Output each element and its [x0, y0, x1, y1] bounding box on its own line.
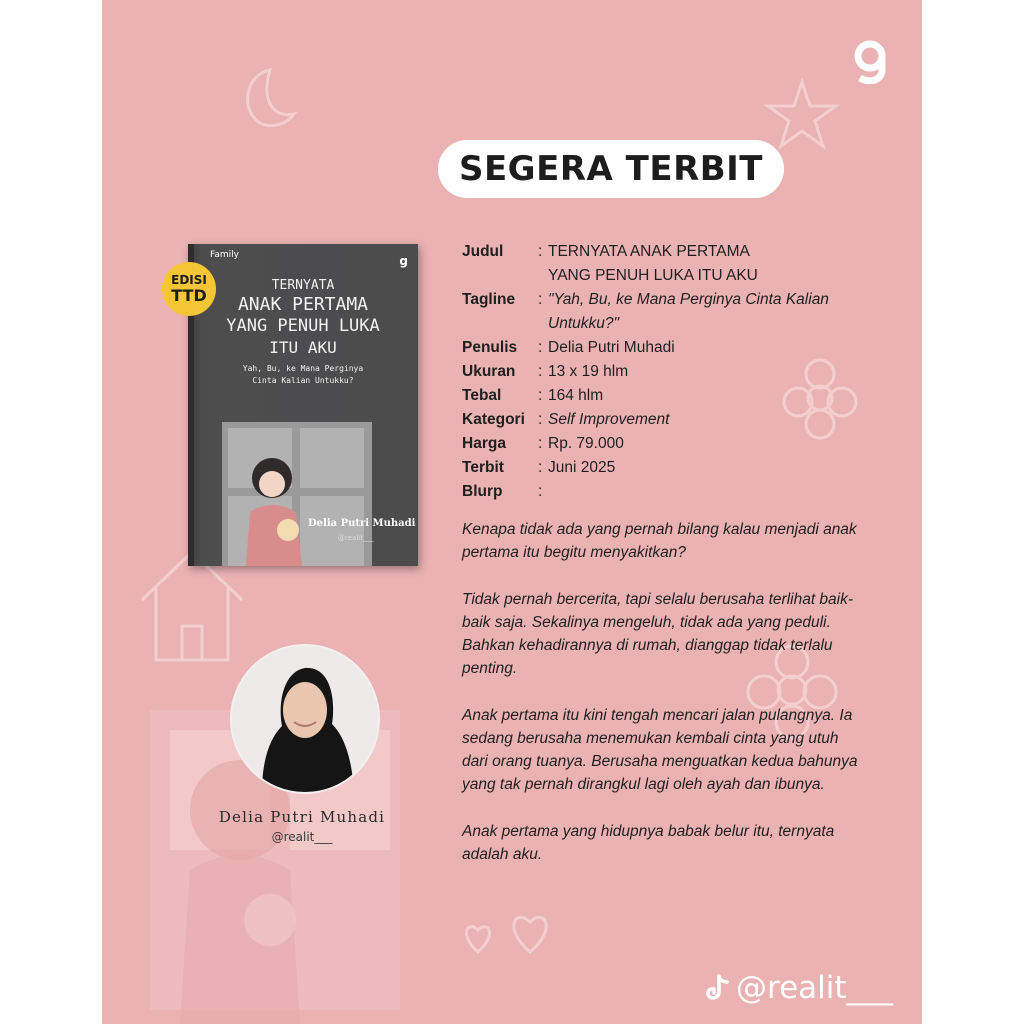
author-handle: @realit___ [271, 830, 333, 844]
detail-key: Terbit [462, 459, 504, 476]
cover-subtitle-line1: Yah, Bu, ke Mana Perginya [242, 364, 364, 373]
publisher-logo-icon [852, 40, 888, 84]
detail-row-tagline [462, 288, 882, 336]
detail-value: "Yah, Bu, ke Mana Perginya Cinta Kalian Untukku?" [548, 291, 829, 332]
detail-value: Delia Putri Muhadi [548, 339, 675, 356]
detail-sep: : [538, 411, 543, 428]
detail-sep: : [538, 339, 543, 356]
cover-handle: @realit___ [338, 534, 374, 542]
book-cover [188, 244, 418, 566]
star-doodle-icon [762, 76, 842, 156]
detail-sep: : [538, 435, 543, 452]
detail-sep: : [538, 387, 543, 404]
promo-poster [102, 0, 922, 1024]
detail-sep: : [538, 243, 543, 260]
detail-sep: : [538, 459, 543, 476]
imprint-label: Family [210, 250, 239, 260]
detail-row-ukuran [462, 360, 882, 384]
detail-row-terbit [462, 456, 882, 480]
cover-title-line2: ANAK PERTAMA [237, 294, 369, 315]
detail-row-kategori [462, 408, 882, 432]
cover-window-illustration [222, 422, 372, 566]
detail-value [548, 480, 882, 504]
detail-row-tebal [462, 384, 882, 408]
detail-key: Blurp [462, 483, 503, 500]
moon-doodle-icon [230, 64, 300, 134]
cover-author: Delia Putri Muhadi [308, 518, 416, 529]
detail-row-harga [462, 432, 882, 456]
detail-row-judul [462, 240, 882, 288]
detail-key: Tagline [462, 291, 516, 308]
publisher-g-icon: g [399, 254, 408, 268]
cover-subtitle-line2: Cinta Kalian Untukku? [252, 376, 354, 385]
blurb-paragraph: Anak pertama itu kini tengah mencari jalan pulangnya. Ia sedang berusaha menemukan kembali cinta yang utuh dari orang tuanya. Berusaha menguatkan kedua bahunya yang tak pernah dirangkul lagi oleh ayah dan ibunya. [462, 706, 858, 794]
detail-row-blurp [462, 480, 882, 504]
coming-soon-label: SEGERA TERBIT [458, 149, 764, 189]
cover-title-line3: YANG PENUH LUKA [226, 316, 380, 336]
book-blurb [462, 518, 862, 889]
detail-key: Penulis [462, 339, 518, 356]
detail-value: TERNYATA ANAK PERTAMA YANG PENUH LUKA ITU AKU [548, 243, 758, 284]
tiktok-handle [702, 970, 893, 1006]
detail-value: Juni 2025 [548, 459, 616, 476]
blurb-paragraph: Kenapa tidak ada yang pernah bilang kalau menjadi anak pertama itu begitu menyakitkan? [462, 521, 857, 562]
detail-key: Tebal [462, 387, 502, 404]
cover-title-line4: ITU AKU [269, 338, 337, 357]
detail-sep: : [538, 291, 543, 308]
detail-value: 13 x 19 hlm [548, 363, 629, 380]
blurb-paragraph: Anak pertama yang hidupnya babak belur itu, ternyata adalah aku. [462, 822, 835, 863]
detail-value: 164 hlm [548, 387, 604, 404]
hearts-doodle-icon [458, 900, 568, 970]
detail-key: Harga [462, 435, 506, 452]
edition-badge-line1: EDISI [171, 273, 207, 287]
edition-badge [162, 262, 216, 316]
author-name: Delia Putri Muhadi [218, 808, 386, 826]
tiktok-icon [702, 973, 732, 1003]
edition-badge-line2: TTD [171, 286, 207, 305]
detail-key: Kategori [462, 411, 525, 428]
detail-key: Judul [462, 243, 504, 260]
detail-value: Rp. 79.000 [548, 435, 624, 452]
tiktok-handle-text: @realit___ [736, 970, 894, 1006]
detail-row-penulis [462, 336, 882, 360]
author-avatar [230, 644, 380, 794]
book-details [462, 240, 882, 504]
detail-key: Ukuran [462, 363, 516, 380]
cover-title-line1: TERNYATA [271, 278, 335, 293]
detail-sep: : [538, 363, 543, 380]
detail-sep: : [538, 483, 543, 500]
blurb-paragraph: Tidak pernah bercerita, tapi selalu berusaha terlihat baik-baik saja. Sekalinya mengeluh, tidak ada yang peduli. Bahkan kehadirannya di rumah, dianggap tidak terlalu penting. [462, 590, 854, 678]
detail-value: Self Improvement [548, 411, 670, 428]
coming-soon-badge [438, 140, 784, 198]
